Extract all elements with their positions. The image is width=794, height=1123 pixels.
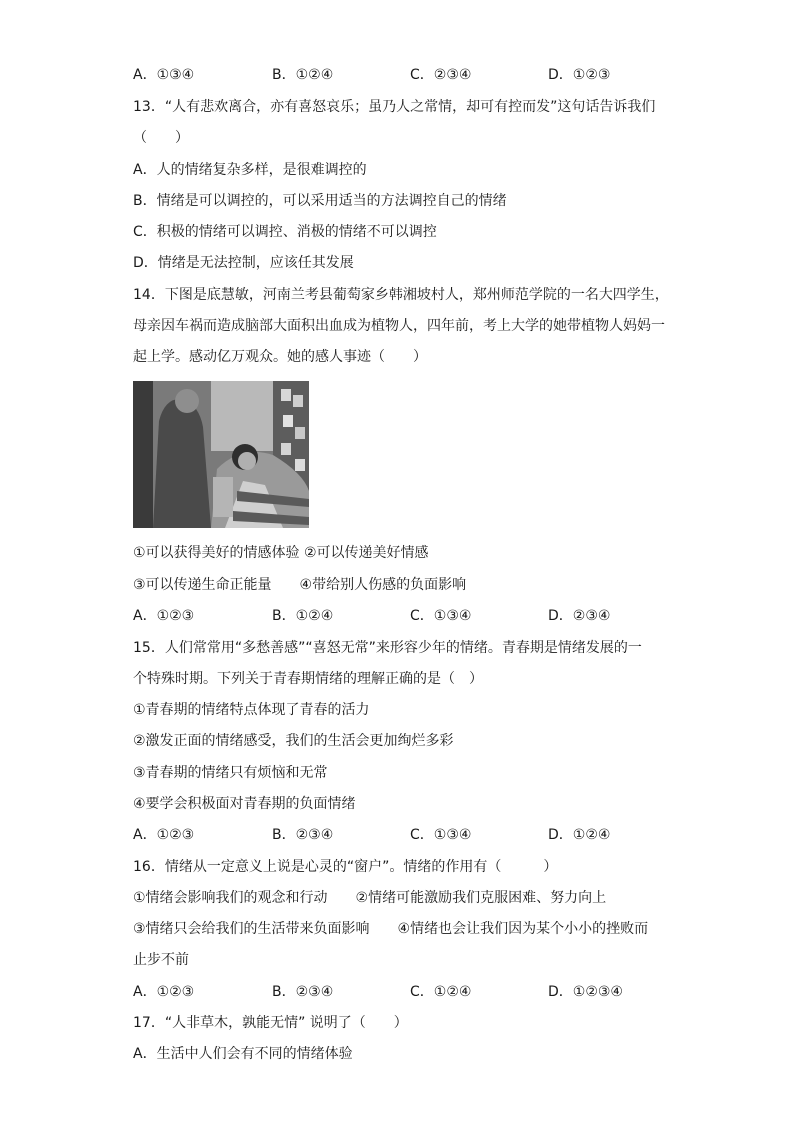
q13-stem-line-2: （ ） (133, 130, 189, 146)
q16-stem-line-1: 16．情绪从一定意义上说是心灵的“窗户”。情绪的作用有（ ） (133, 859, 558, 875)
q14-option-d: D．②③④ (548, 608, 611, 624)
q14-option-a: A．①②③ (133, 608, 195, 624)
q12-options (133, 65, 693, 85)
q16-options (133, 982, 693, 1002)
q16-option-b: B．②③④ (272, 984, 334, 1000)
q14-stem-line-3: 起上学。感动亿万观众。她的感人事迹（ ） (133, 349, 427, 365)
q15-options (133, 825, 693, 845)
q16-statement-line-2: ③情绪只会给我们的生活带来负面影响 ④情绪也会让我们因为某个小小的挫败而 (133, 921, 649, 937)
q15-statement-2: ②激发正面的情绪感受，我们的生活会更加绚烂多彩 (133, 733, 454, 749)
q12-option-c: C．②③④ (410, 67, 472, 83)
q14-option-c: C．①③④ (410, 608, 472, 624)
q15-option-c: C．①③④ (410, 827, 472, 843)
q16-option-d: D．①②③④ (548, 984, 623, 1000)
q15-option-b: B．②③④ (272, 827, 334, 843)
q13-stem-line-1: 13．“人有悲欢离合，亦有喜怒哀乐；虽乃人之常情，却可有控而发”这句话告诉我们 (133, 99, 656, 115)
q15-statement-1: ①青春期的情绪特点体现了青春的活力 (133, 702, 370, 718)
q16-option-c: C．①②④ (410, 984, 472, 1000)
q13-choice-d: D．情绪是无法控制，应该任其发展 (133, 255, 354, 271)
q14-stem-line-1: 14．下图是底慧敏，河南兰考县葡萄家乡韩湘坡村人，郑州师范学院的一名大四学生， (133, 287, 669, 303)
q14-statement-line-2: ③可以传递生命正能量 ④带给别人伤感的负面影响 (133, 577, 467, 593)
q15-stem-line-2: 个特殊时期。下列关于青春期情绪的理解正确的是（ ） (133, 671, 483, 687)
q15-statement-3: ③青春期的情绪只有烦恼和无常 (133, 765, 328, 781)
q13-choice-a: A．人的情绪复杂多样，是很难调控的 (133, 162, 367, 178)
q14-stem-line-2: 母亲因车祸而造成脑部大面积出血成为植物人，四年前，考上大学的她带植物人妈妈一 (133, 318, 665, 334)
q15-option-d: D．①②④ (548, 827, 611, 843)
q16-option-a: A．①②③ (133, 984, 195, 1000)
q12-option-b: B．①②④ (272, 67, 334, 83)
q12-option-d: D．①②③ (548, 67, 611, 83)
q13-choice-b: B．情绪是可以调控的，可以采用适当的方法调控自己的情绪 (133, 193, 507, 209)
q14-options (133, 606, 693, 626)
q15-option-a: A．①②③ (133, 827, 195, 843)
q13-choice-c: C．积极的情绪可以调控、消极的情绪不可以调控 (133, 224, 437, 240)
q17-choice-a: A．生活中人们会有不同的情绪体验 (133, 1046, 353, 1062)
q17-stem-line-1: 17．“人非草木，孰能无情” 说明了（ ） (133, 1015, 408, 1031)
q15-stem-line-1: 15．人们常常用“多愁善感”“喜怒无常”来形容少年的情绪。青春期是情绪发展的一 (133, 640, 642, 656)
q14-photo (133, 381, 309, 528)
q16-statement-line-3: 止步不前 (133, 952, 189, 968)
q15-statement-4: ④要学会积极面对青春期的负面情绪 (133, 796, 356, 812)
q14-option-b: B．①②④ (272, 608, 334, 624)
q12-option-a: A．①③④ (133, 67, 195, 83)
q16-statement-line-1: ①情绪会影响我们的观念和行动 ②情绪可能激励我们克服困难、努力向上 (133, 890, 607, 906)
q14-statement-line-1: ①可以获得美好的情感体验 ②可以传递美好情感 (133, 545, 429, 561)
